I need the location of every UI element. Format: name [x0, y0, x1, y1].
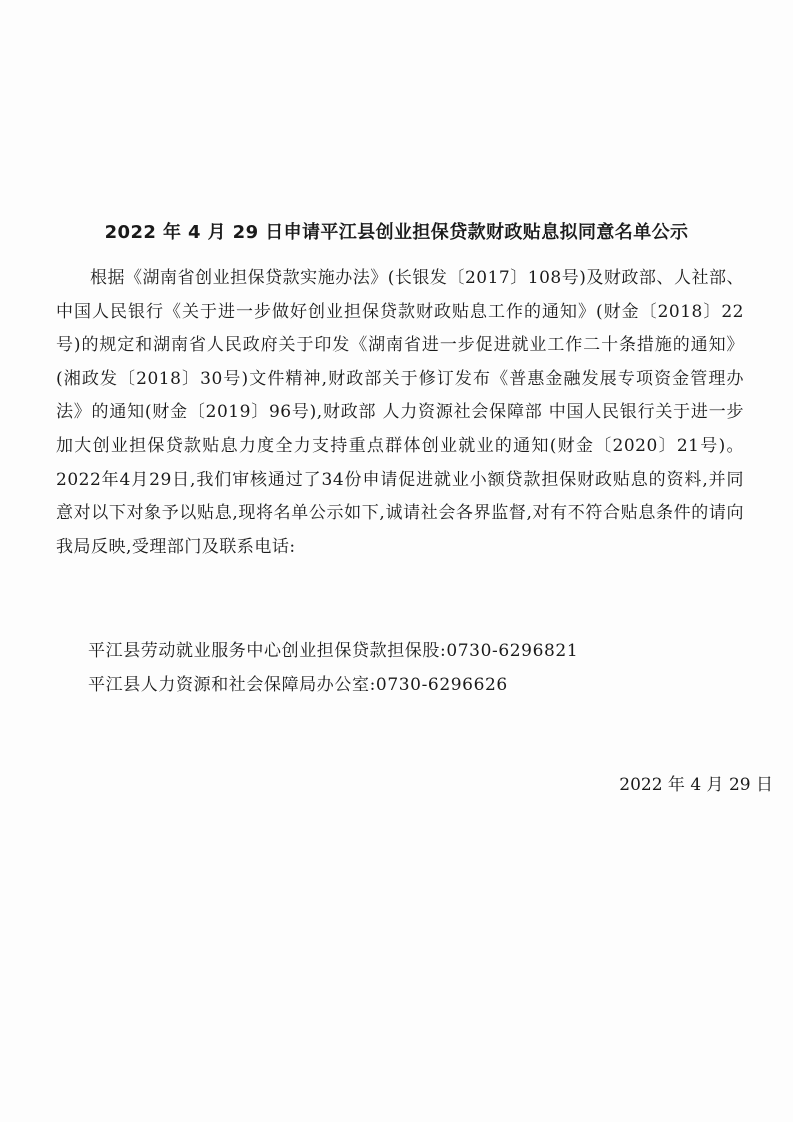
- contact-line: 平江县劳动就业服务中心创业担保贷款担保股:0730-6296821: [88, 641, 579, 661]
- body-paragraph: 根据《湖南省创业担保贷款实施办法》(长银发〔2017〕108号)及财政部、人社部、中国人民银行《关于进一步做好创业担保贷款财政贴息工作的通知》(财金〔2018〕22号)的规定和湖南省人民政府关于印发《湖南省进一步促进就业工作二十条措施的通知》(湘政发〔2018〕30号)文件精神,财政部关于修订发布《普惠金融发展专项资金管理办法》的通知(财金〔2019〕96号),财政部 人力资源社会保障部 中国人民银行关于进一步加大创业担保贷款贴息力度全力支持重点群体创业就业的通知(财金〔2020〕21号)。2022年4月29日,我们审核通过了34份申请促进就业小额贷款担保财政贴息的资料,并同意对以下对象予以贴息,现将名单公示如下,诚请社会各界监督,对有不符合贴息条件的请向我局反映,受理部门及联系电话:: [56, 268, 744, 557]
- contact-list: [88, 634, 748, 702]
- document-title: 2022 年 4 月 29 日申请平江县创业担保贷款财政贴息拟同意名单公示: [104, 222, 689, 243]
- contact-line: 平江县人力资源和社会保障局办公室:0730-6296626: [88, 675, 508, 695]
- document-date: 2022 年 4 月 29 日: [619, 775, 773, 795]
